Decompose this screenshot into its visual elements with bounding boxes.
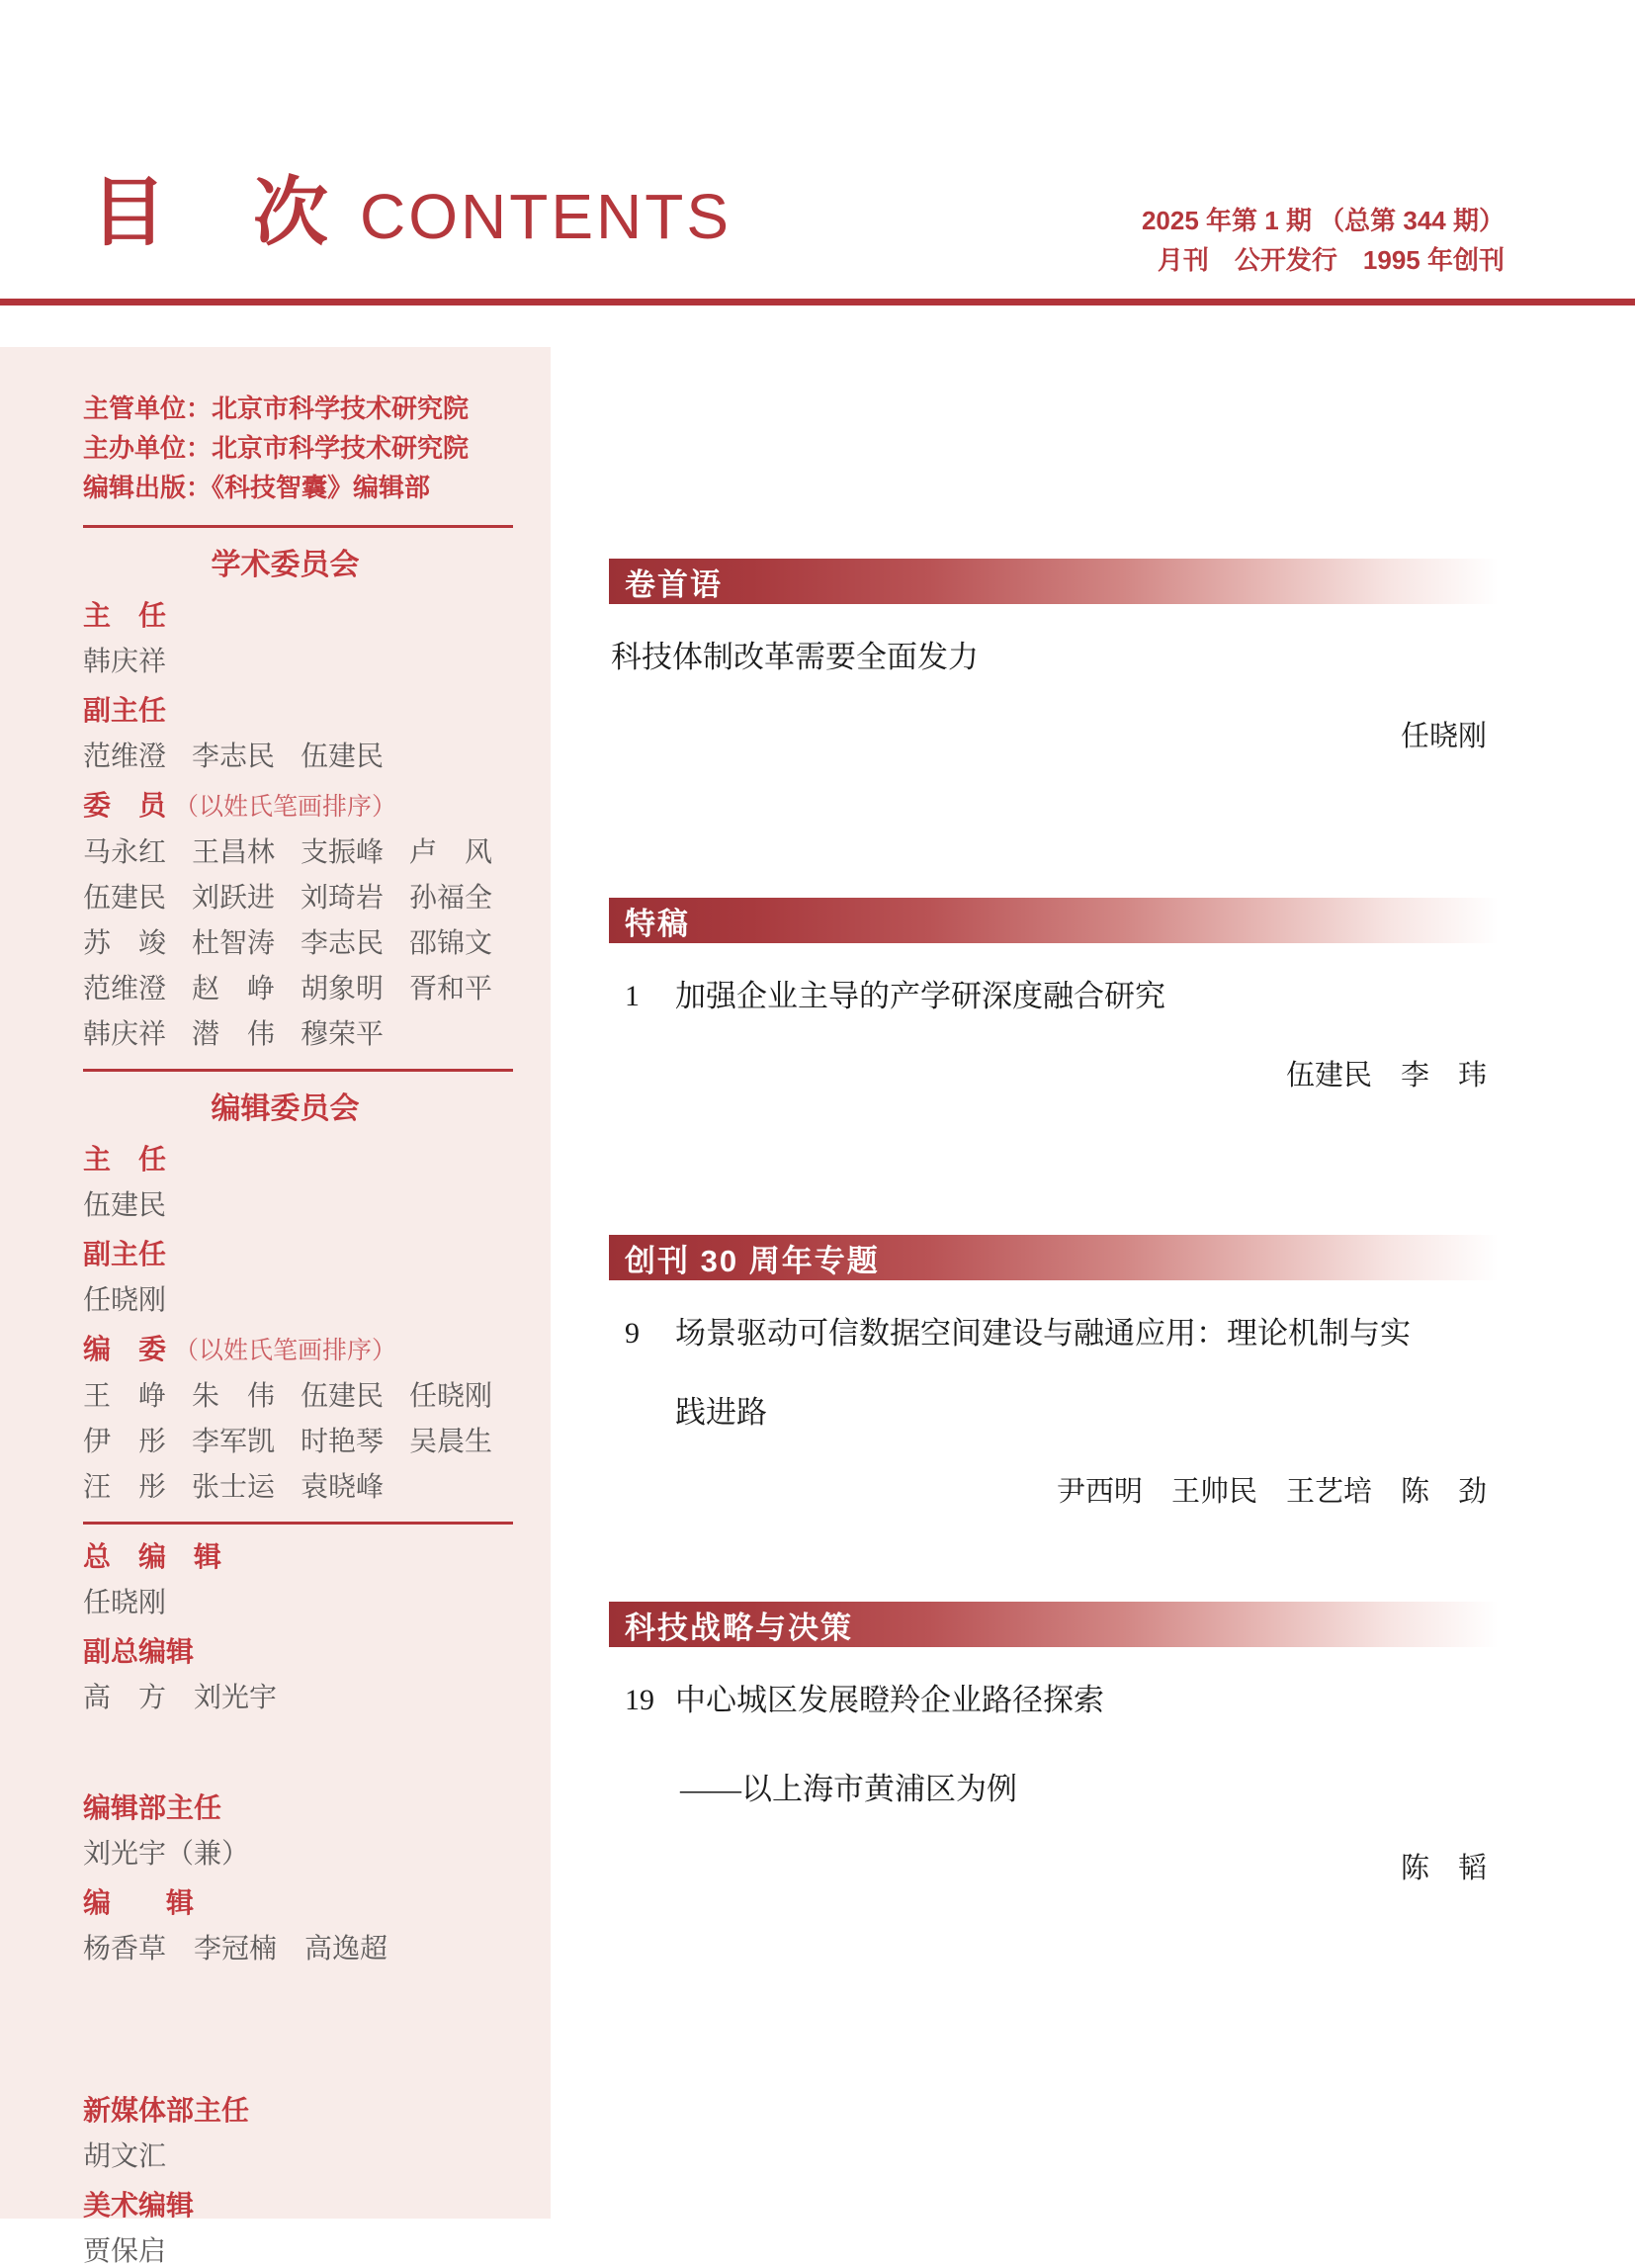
sidebar-divider-2 xyxy=(83,1069,513,1072)
article-page-number: 1 xyxy=(625,980,640,1012)
article-title: 中心城区发展瞪羚企业路径探索 xyxy=(675,1683,1104,1717)
name-cell: 范维澄 xyxy=(83,973,167,1003)
name-cell: 支振峰 xyxy=(301,836,385,867)
page-number-spacer xyxy=(609,1391,675,1435)
article-row xyxy=(609,1312,1499,1355)
member-sort-note: （以姓氏笔画排序） xyxy=(174,793,397,821)
article-row xyxy=(609,975,1499,1018)
name-cell: 伍建民 xyxy=(301,1380,385,1411)
name-cell: 李志民 xyxy=(192,741,276,771)
member-label: 委 员 xyxy=(83,790,167,821)
name-cell: 韩庆祥 xyxy=(83,1018,167,1049)
new-media-director-name: 胡文汇 xyxy=(83,2140,167,2171)
section-heading-bar xyxy=(609,1235,1499,1280)
chief-editor-label: 总 编 辑 xyxy=(83,1541,222,1572)
name-cell: 邵锦文 xyxy=(409,927,493,958)
art-editor-name: 贾保启 xyxy=(83,2235,167,2266)
name-cell: 时艳琴 xyxy=(301,1426,385,1456)
name-cell: 胡象明 xyxy=(301,973,385,1003)
name-cell: 伍建民 xyxy=(301,741,385,771)
academic-committee-title: 学术委员会 xyxy=(211,549,360,581)
academic-member-label-row xyxy=(83,789,523,824)
director-label: 主 任 xyxy=(83,600,167,631)
director-label: 主 任 xyxy=(83,1144,167,1175)
editorial-director-label-row xyxy=(83,1143,523,1177)
academic-director-label-row xyxy=(83,599,523,633)
editorial-deputy-label-row xyxy=(83,1238,523,1271)
name-cell: 朱 伟 xyxy=(192,1380,276,1411)
deputy-chief-editor-names: 高 方 刘光宇 xyxy=(83,1682,278,1712)
name-cell: 张士运 xyxy=(192,1471,276,1502)
name-cell: 苏 竣 xyxy=(83,927,167,958)
name-cell: 任晓刚 xyxy=(409,1380,493,1411)
name-cell: 卢 风 xyxy=(409,836,493,867)
chief-editor-name: 任晓刚 xyxy=(83,1587,167,1617)
article-title-wrap-row xyxy=(609,1391,1499,1435)
section-heading-label: 特稿 xyxy=(625,906,690,941)
name-cell: 伊 彤 xyxy=(83,1426,167,1456)
supervisor-line: 主管单位：北京市科学技术研究院 xyxy=(83,393,470,423)
name-cell: 杜智涛 xyxy=(192,927,276,958)
name-cell: 吴晨生 xyxy=(409,1426,493,1456)
academic-director-name: 韩庆祥 xyxy=(83,646,167,676)
article-row xyxy=(609,1679,1499,1722)
name-cell: 汪 彤 xyxy=(83,1471,167,1502)
article-title: 科技体制改革需要全面发力 xyxy=(611,640,979,674)
name-cell: 胥和平 xyxy=(409,973,493,1003)
deputy-director-label: 副主任 xyxy=(83,695,167,726)
sidebar-divider-3 xyxy=(83,1522,513,1525)
article-authors: 伍建民 李 玮 xyxy=(1285,1060,1487,1091)
academic-deputy-label-row xyxy=(83,694,523,728)
name-cell: 刘跃进 xyxy=(192,882,276,913)
academic-deputy-names xyxy=(83,740,518,773)
section-heading-label: 创刊 30 周年专题 xyxy=(625,1243,880,1278)
toc-main-column xyxy=(609,559,1499,1886)
section-special-contribution xyxy=(609,898,1499,1093)
name-cell: 王昌林 xyxy=(192,836,276,867)
name-cell: 孙福全 xyxy=(409,882,493,913)
deputy-chief-editor-label: 副总编辑 xyxy=(83,1636,195,1667)
name-cell: 李志民 xyxy=(301,927,385,958)
section-heading-bar xyxy=(609,898,1499,943)
editorial-director-name: 伍建民 xyxy=(83,1189,167,1220)
editorial-office-director-label: 编辑部主任 xyxy=(83,1792,222,1823)
editorial-office-director-name: 刘光宇（兼） xyxy=(83,1838,250,1869)
section-strategy-decision xyxy=(609,1602,1499,1886)
publication-frequency-line: 月刊 公开发行 1995 年创刊 xyxy=(1157,245,1505,275)
section-heading-bar xyxy=(609,1602,1499,1647)
editorial-member-label: 编 委 xyxy=(83,1334,167,1364)
editorial-deputy-name: 任晓刚 xyxy=(83,1284,167,1315)
name-cell: 潜 伟 xyxy=(192,1018,276,1049)
sidebar-divider-1 xyxy=(83,525,513,528)
name-cell: 刘琦岩 xyxy=(301,882,385,913)
section-heading-label: 科技战略与决策 xyxy=(625,1610,853,1645)
masthead-sidebar xyxy=(0,347,551,2266)
article-page-number: 19 xyxy=(625,1684,654,1716)
section-30th-anniversary xyxy=(609,1235,1499,1510)
issue-number-line: 2025 年第 1 期 （总第 344 期） xyxy=(1141,206,1505,235)
article-title-line2: 践进路 xyxy=(675,1395,767,1430)
name-cell: 袁晓峰 xyxy=(301,1471,385,1502)
name-cell: 马永红 xyxy=(83,836,167,867)
editorial-member-label-row xyxy=(83,1333,523,1367)
editors-names: 杨香草 李冠楠 高逸超 xyxy=(83,1933,388,1963)
page-title-chinese: 目 次 xyxy=(91,171,334,255)
editors-label: 编 辑 xyxy=(83,1887,195,1918)
issue-info xyxy=(1142,201,1505,280)
article-authors: 任晓刚 xyxy=(1400,721,1487,752)
editorial-member-names xyxy=(83,1379,518,1504)
deputy-director-label: 副主任 xyxy=(83,1239,167,1269)
publisher-line: 编辑出版：《科技智囊》编辑部 xyxy=(83,473,431,502)
article-authors: 陈 韬 xyxy=(1400,1853,1487,1884)
academic-member-names xyxy=(83,835,518,1051)
article-page-number: 9 xyxy=(625,1317,640,1350)
article-subtitle: ——以上海市黄浦区为例 xyxy=(680,1772,1017,1806)
name-cell: 穆荣平 xyxy=(301,1018,385,1049)
section-heading-label: 卷首语 xyxy=(625,567,723,602)
art-editor-label: 美术编辑 xyxy=(83,2190,195,2221)
section-foreword xyxy=(609,559,1499,754)
name-cell: 李军凯 xyxy=(192,1426,276,1456)
article-title: 加强企业主导的产学研深度融合研究 xyxy=(675,979,1165,1013)
new-media-director-label: 新媒体部主任 xyxy=(83,2095,250,2126)
page-title-english: CONTENTS xyxy=(360,181,731,252)
sponsor-line: 主办单位：北京市科学技术研究院 xyxy=(83,433,470,463)
member-sort-note: （以姓氏笔画排序） xyxy=(174,1337,397,1364)
name-cell: 伍建民 xyxy=(83,882,167,913)
header-divider-rule xyxy=(0,299,1635,305)
name-cell: 赵 峥 xyxy=(192,973,276,1003)
article-title-line1: 场景驱动可信数据空间建设与融通应用：理论机制与实 xyxy=(675,1316,1411,1351)
masthead xyxy=(91,171,731,255)
name-cell: 王 峥 xyxy=(83,1380,167,1411)
section-heading-bar xyxy=(609,559,1499,604)
name-cell: 范维澄 xyxy=(83,741,167,771)
article-authors: 尹西明 王帅民 王艺培 陈 劲 xyxy=(1056,1476,1487,1508)
editorial-board-title: 编辑委员会 xyxy=(211,1092,360,1125)
